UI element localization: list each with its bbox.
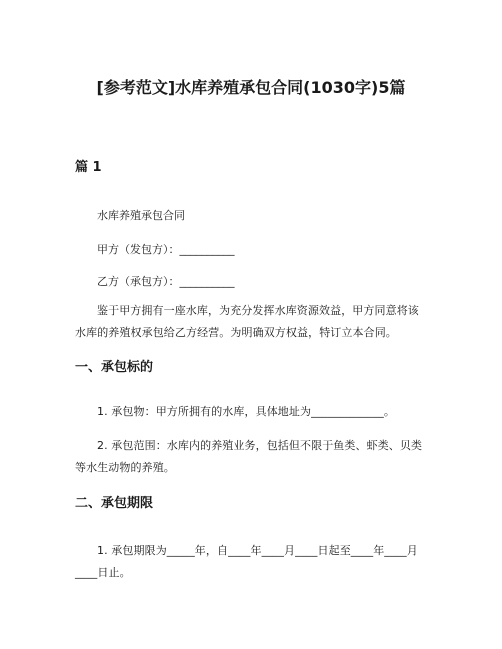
contract-name: 水库养殖承包合同 (97, 209, 185, 222)
section-heading-term: 二、承包期限 (75, 496, 154, 511)
subject-item-1: 1. 承包物：甲方所拥有的水库，具体地址为_____________。 (97, 405, 395, 418)
part-heading: 篇 1 (75, 160, 102, 175)
intro-paragraph: 鉴于甲方拥有一座水库，为充分发挥水库资源效益，甲方同意将该水库的养殖权承包给乙方经营。为明确双方权益，特订立本合同。 (75, 304, 419, 339)
subject-item-2: 2. 承包范围：水库内的养殖业务，包括但不限于鱼类、虾类、贝类等水生动物的养殖。 (75, 439, 423, 474)
term-item-1: 1. 承包期限为_____年，自____年____月____日起至____年____月____日止。 (75, 544, 418, 579)
party-a-line: 甲方（发包方）：__________ (97, 243, 235, 256)
document-title: [参考范文]水库养殖承包合同(1030字)5篇 (96, 78, 406, 97)
party-b-line: 乙方（承包方）：__________ (97, 275, 235, 288)
section-heading-subject: 一、承包标的 (75, 360, 154, 375)
